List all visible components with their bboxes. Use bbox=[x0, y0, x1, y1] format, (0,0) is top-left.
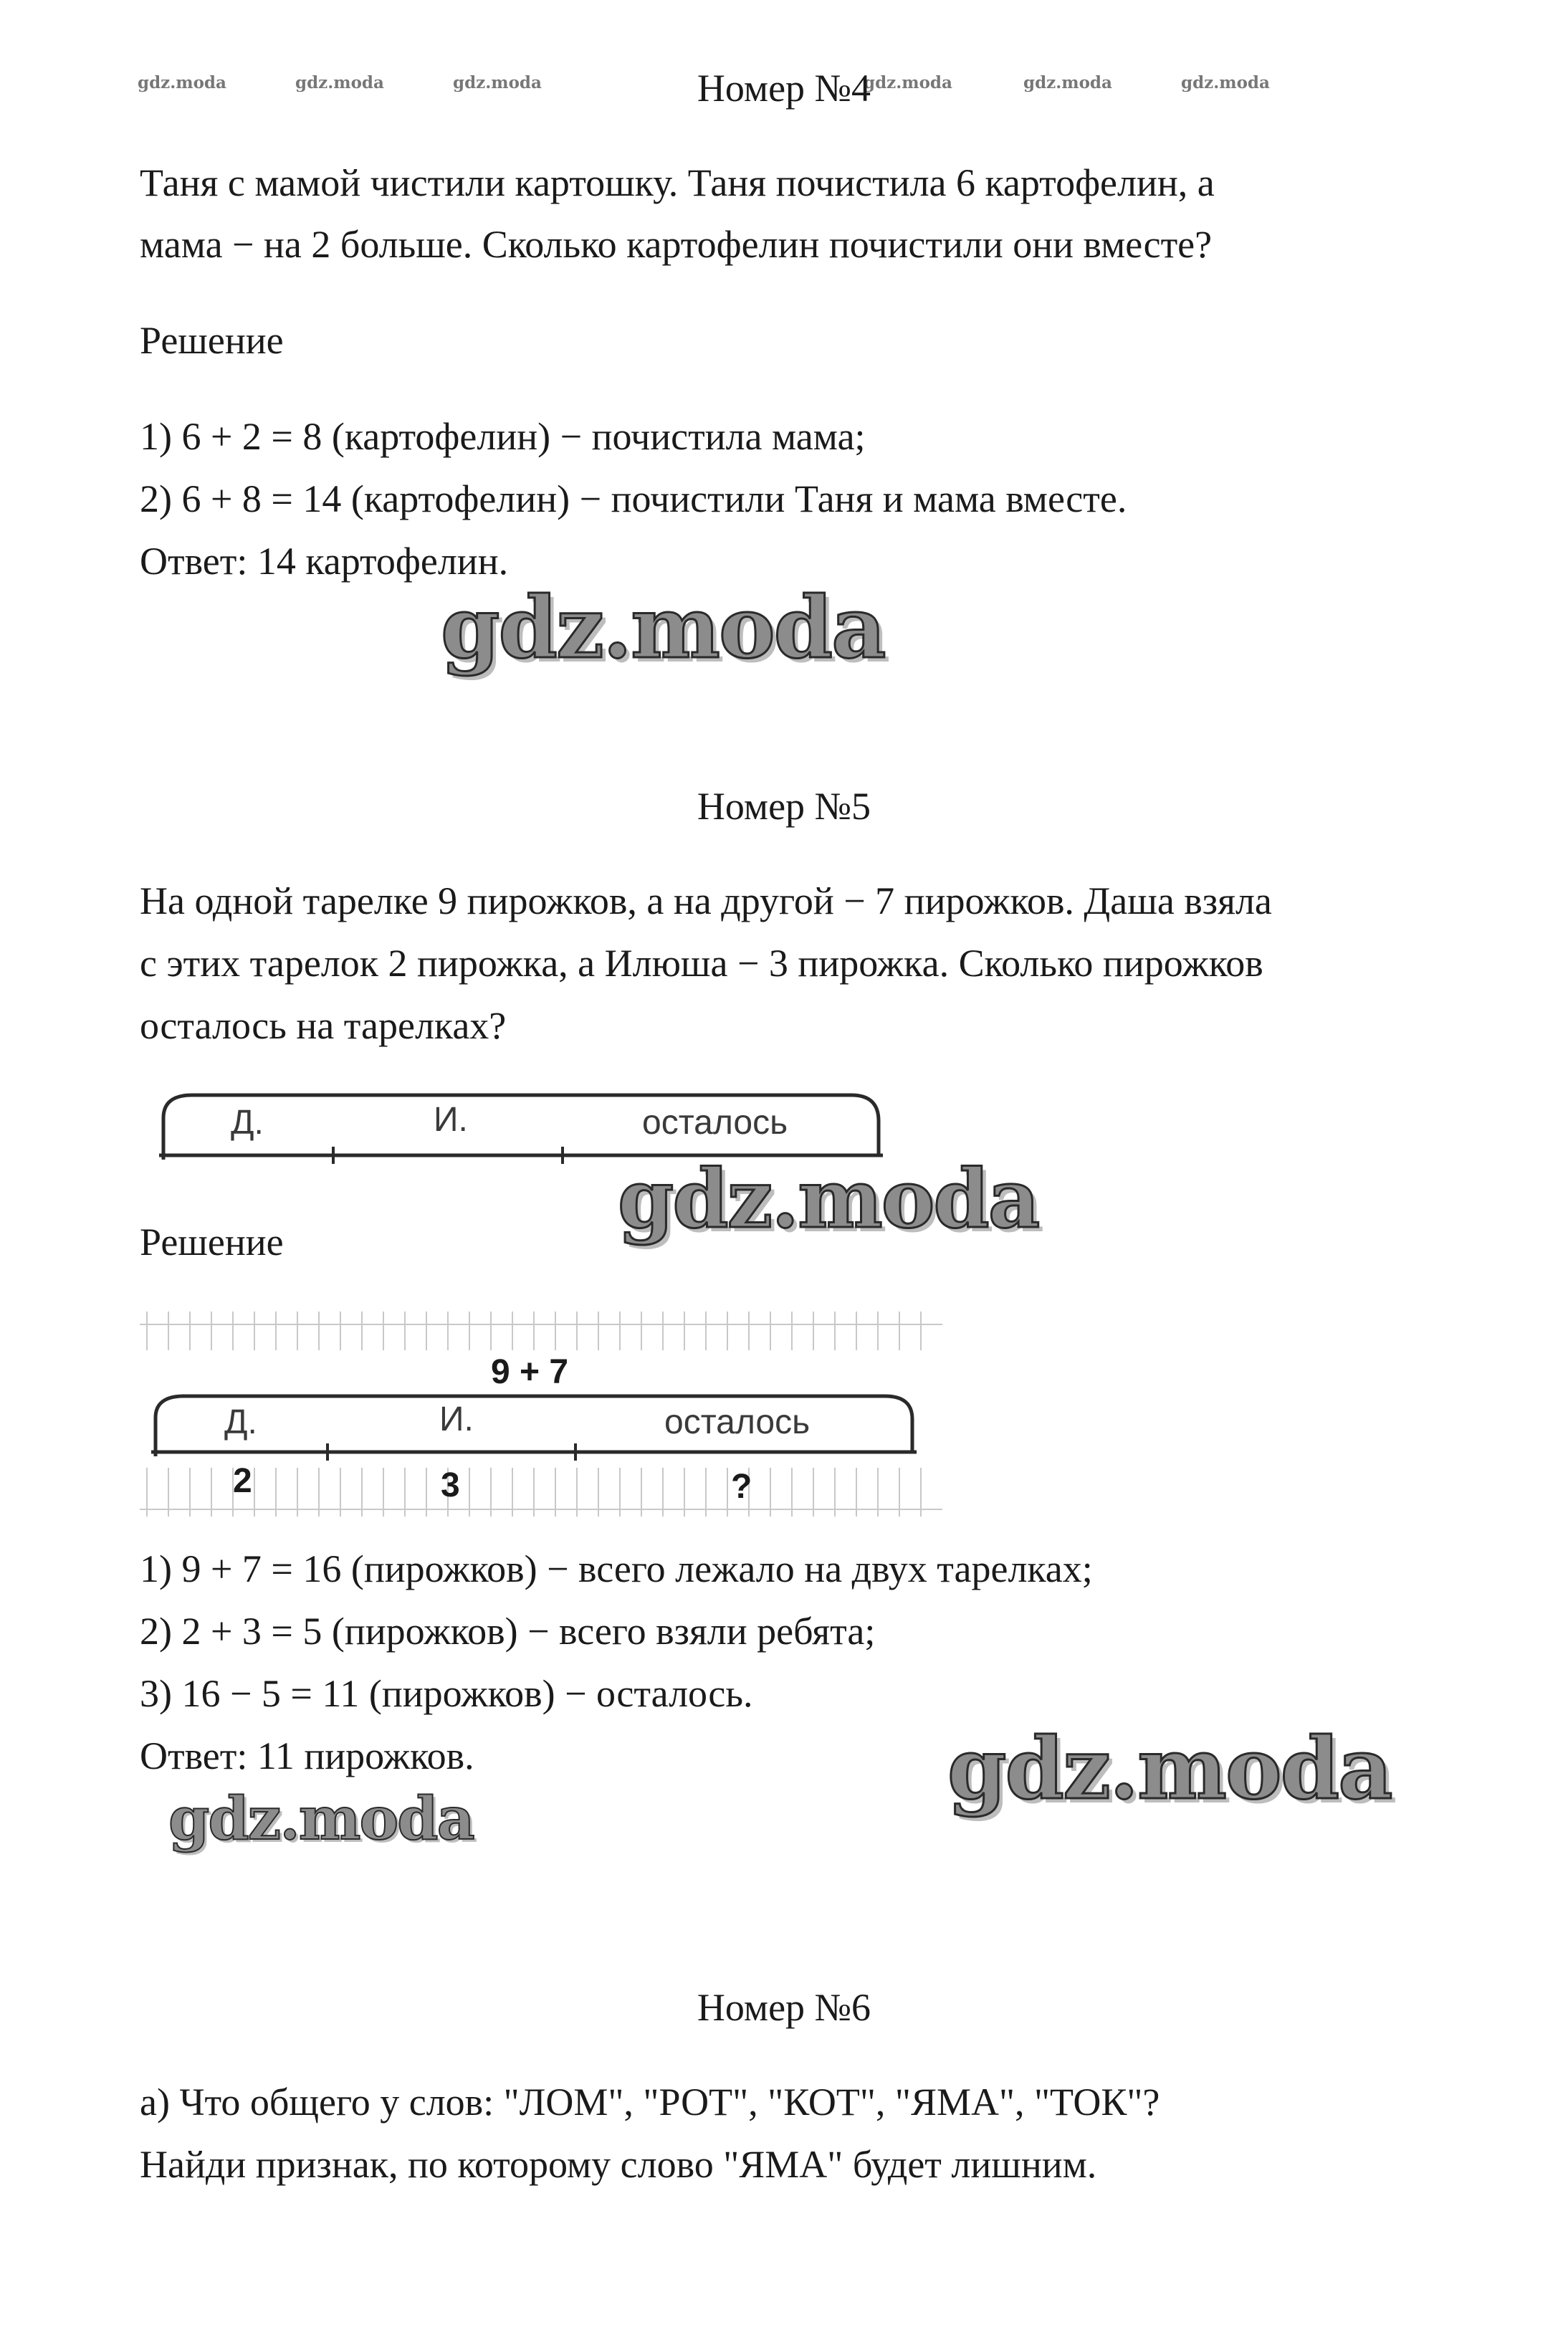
task6-heading: Номер №6 bbox=[697, 1986, 871, 2029]
watermark-top-6: gdz.moda bbox=[1181, 73, 1270, 92]
watermark-top-3: gdz.moda bbox=[453, 73, 542, 92]
diagram2-grid-bottom bbox=[140, 1468, 942, 1517]
diagram2-value-i: 3 bbox=[441, 1466, 460, 1504]
task5-step-2: 2) 2 + 3 = 5 (пирожков) − всего взяли ребята; bbox=[140, 1610, 876, 1653]
watermark-top-4: gdz.moda bbox=[864, 73, 952, 92]
diagram2-label-d: Д. bbox=[224, 1403, 257, 1441]
task6-text-line-2: Найди признак, по которому слово "ЯМА" будет лишним. bbox=[140, 2143, 1097, 2186]
diagram1-label-i: И. bbox=[434, 1101, 468, 1139]
watermark-big-1: gdz.moda bbox=[441, 578, 885, 677]
task5-step-1: 1) 9 + 7 = 16 (пирожков) − всего лежало на двух тарелках; bbox=[140, 1547, 1093, 1590]
task5-text-line-2: с этих тарелок 2 пирожка, а Илюша − 3 пирожка. Сколько пирожков bbox=[140, 942, 1263, 985]
task5-text-line-1: На одной тарелке 9 пирожков, а на другой − 7 пирожков. Даша взяла bbox=[140, 879, 1272, 922]
diagram2-total: 9 + 7 bbox=[491, 1353, 569, 1391]
task4-text-line-2: мама − на 2 больше. Сколько картофелин почистили они вместе? bbox=[140, 223, 1213, 266]
task5-solution-label: Решение bbox=[140, 1221, 284, 1264]
task5-answer: Ответ: 11 пирожков. bbox=[140, 1734, 474, 1777]
task5-diagram-solution bbox=[140, 1304, 942, 1519]
watermark-top-5: gdz.moda bbox=[1023, 73, 1112, 92]
task5-text-line-3: осталось на тарелках? bbox=[140, 1004, 507, 1047]
watermark-top-1: gdz.moda bbox=[138, 73, 226, 92]
diagram2-label-rest: осталось bbox=[664, 1403, 811, 1441]
task4-answer: Ответ: 14 картофелин. bbox=[140, 540, 509, 583]
diagram1-label-rest: осталось bbox=[642, 1104, 788, 1142]
task4-step-1: 1) 6 + 2 = 8 (картофелин) − почистила мама; bbox=[140, 415, 866, 458]
task4-step-2: 2) 6 + 8 = 14 (картофелин) − почистили Таня и мама вместе. bbox=[140, 477, 1127, 520]
watermark-big-4: gdz.moda bbox=[168, 1785, 474, 1853]
diagram2-value-d: 2 bbox=[233, 1462, 252, 1500]
diagram2-label-i: И. bbox=[439, 1400, 474, 1438]
diagram2-value-rest: ? bbox=[731, 1468, 752, 1506]
task6-text-line-1: а) Что общего у слов: "ЛОМ", "РОТ", "КОТ", "ЯМА", "ТОК"? bbox=[140, 2081, 1160, 2124]
task4-solution-label: Решение bbox=[140, 319, 284, 362]
task4-heading: Номер №4 bbox=[697, 67, 871, 110]
task4-text-line-1: Таня с мамой чистили картошку. Таня почистила 6 картофелин, а bbox=[140, 161, 1215, 204]
diagram2-grid-top bbox=[140, 1312, 942, 1350]
task5-step-3: 3) 16 − 5 = 11 (пирожков) − осталось. bbox=[140, 1672, 753, 1715]
watermark-big-2: gdz.moda bbox=[618, 1152, 1039, 1246]
task5-heading: Номер №5 bbox=[697, 785, 871, 828]
diagram1-label-d: Д. bbox=[231, 1104, 264, 1142]
watermark-top-2: gdz.moda bbox=[295, 73, 384, 92]
watermark-big-3: gdz.moda bbox=[947, 1719, 1392, 1818]
